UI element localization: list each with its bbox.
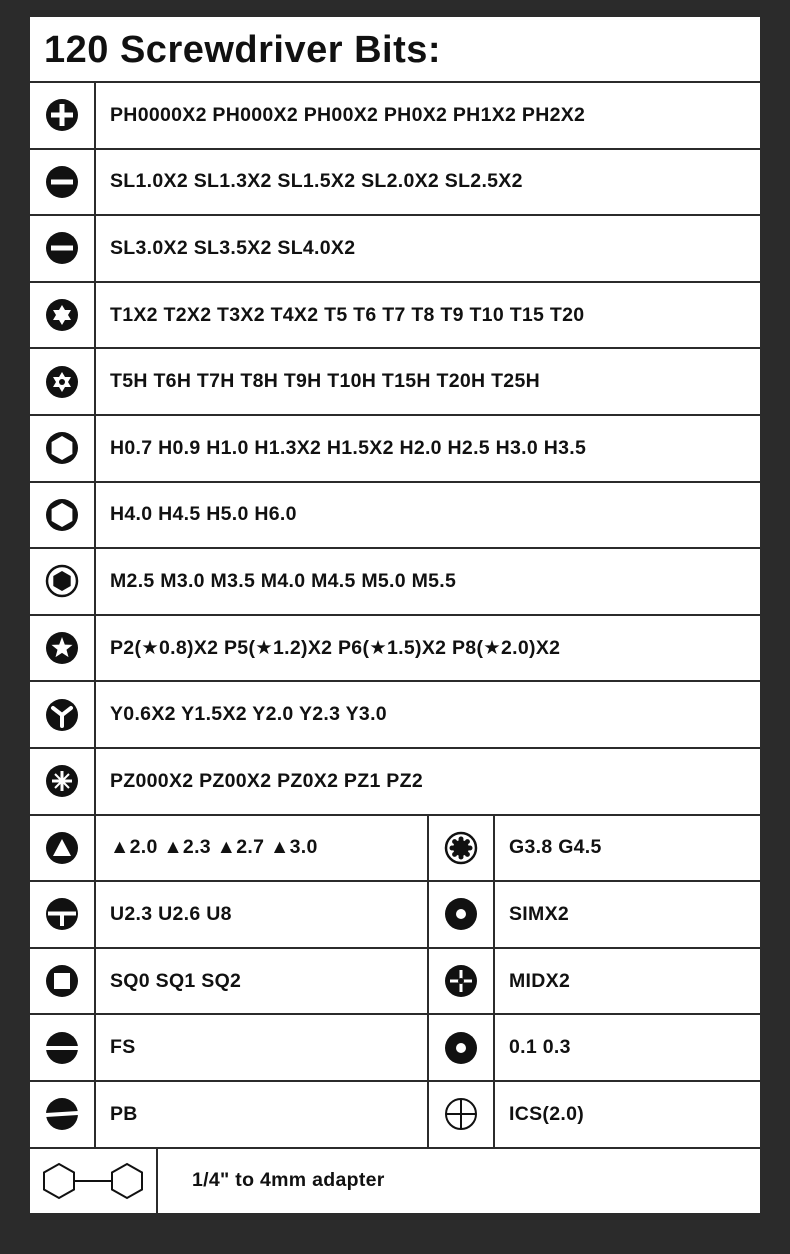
torx-icon [30,283,96,348]
gear-socket-icon [429,816,495,881]
slotted-icon [30,216,96,281]
bit-row-split [30,949,760,1016]
page-title: 120 Screwdriver Bits: [30,17,760,83]
hex-icon [30,416,96,481]
hex-socket-icon [30,549,96,614]
tri-wing-icon [30,682,96,747]
pozidriv-icon [30,749,96,814]
bit-row [30,749,760,816]
bit-row-split [30,816,760,883]
bit-sizes-text: H4.0 H4.5 H5.0 H6.0 [110,503,297,526]
bit-sizes-text: SQ0 SQ1 SQ2 [110,969,242,992]
triangle-icon [30,816,96,881]
bit-sizes-text: G3.8 G4.5 [509,836,602,859]
bit-row-split [30,1082,760,1149]
bit-row [30,616,760,683]
bit-row [30,216,760,283]
bit-sizes-text: Y0.6X2 Y1.5X2 Y2.0 Y2.3 Y3.0 [110,703,387,726]
hex-icon [30,483,96,548]
bit-sizes-text: SL3.0X2 SL3.5X2 SL4.0X2 [110,236,356,259]
bit-sizes-text: MIDX2 [509,969,571,992]
bit-sizes-text: M2.5 M3.0 M3.5 M4.0 M4.5 M5.0 M5.5 [110,569,457,592]
bit-row [30,416,760,483]
bit-sizes-text: T5H T6H T7H T8H T9H T10H T15H T20H T25H [110,370,540,393]
pry-bar-icon [30,1082,96,1147]
flat-slot-icon [30,1015,96,1080]
bit-sizes-text: SL1.0X2 SL1.3X2 SL1.5X2 SL2.0X2 SL2.5X2 [110,170,523,193]
bit-sizes-text: PB [110,1102,138,1125]
torx-security-icon [30,349,96,414]
bit-row [30,483,760,550]
bit-sizes-text: SIMX2 [509,902,570,925]
u-shape-icon [30,882,96,947]
bits-table [28,15,762,1215]
bit-sizes-text: ▲2.0 ▲2.3 ▲2.7 ▲3.0 [110,836,318,859]
adapter-row [30,1149,760,1213]
bit-sizes-text: P2(★0.8)X2 P5(★1.2)X2 P6(★1.5)X2 P8(★2.0)X2 [110,637,561,660]
bit-sizes-text: PH0000X2 PH000X2 PH00X2 PH0X2 PH1X2 PH2X2 [110,103,586,126]
bit-row [30,150,760,217]
adapter-text: 1/4" to 4mm adapter [192,1169,385,1192]
bit-sizes-text: PZ000X2 PZ00X2 PZ0X2 PZ1 PZ2 [110,769,423,792]
bit-row-split [30,882,760,949]
mid-cross-icon [429,949,495,1014]
hex-adapter-icon [30,1149,158,1213]
bit-sizes-text: 0.1 0.3 [509,1036,571,1059]
bit-sizes-text: T1X2 T2X2 T3X2 T4X2 T5 T6 T7 T8 T9 T10 T15 T20 [110,303,585,326]
cross-circle-icon [429,1082,495,1147]
pin-icon [429,1015,495,1080]
bit-row [30,682,760,749]
phillips-icon [30,83,96,148]
pentalobe-icon [30,616,96,681]
slotted-icon [30,150,96,215]
square-icon [30,949,96,1014]
bit-row [30,349,760,416]
bit-sizes-text: ICS(2.0) [509,1102,585,1125]
bit-row-split [30,1015,760,1082]
bit-row [30,83,760,150]
bit-sizes-text: U2.3 U2.6 U8 [110,902,232,925]
bit-row [30,549,760,616]
bit-sizes-text: FS [110,1036,136,1059]
bit-row [30,283,760,350]
sim-pin-icon [429,882,495,947]
bit-sizes-text: H0.7 H0.9 H1.0 H1.3X2 H1.5X2 H2.0 H2.5 H3.0 H3.5 [110,436,587,459]
